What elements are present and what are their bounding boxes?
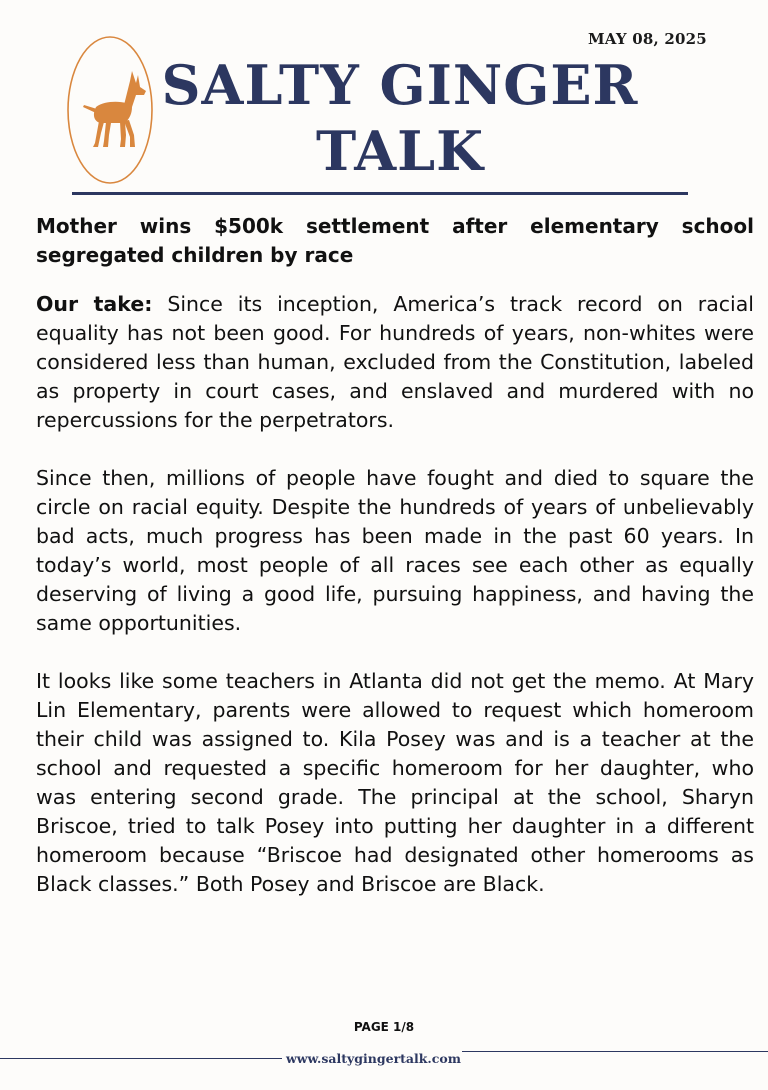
paragraph-1	[36, 290, 754, 435]
paragraph-3: It looks like some teachers in Atlanta did not get the memo. At Mary Lin Elementary, parents were allowed to request which homeroom their child was assigned to. Kila Posey was and is a teacher at the school and requested a specific homeroom for her daughter, who was entering second grade. The principal at the school, Sharyn Briscoe, tried to talk Posey into putting her daughter in a different homeroom because “Briscoe had designated other homerooms as Black classes.” Both Posey and Briscoe are Black.	[36, 669, 754, 896]
issue-date: MAY 08, 2025	[588, 30, 707, 48]
page-number: PAGE 1/8	[353, 1020, 415, 1034]
header-divider	[72, 192, 688, 195]
lead-label: Our take:	[36, 292, 153, 316]
masthead-line-2: TALK	[315, 119, 485, 183]
masthead-title	[150, 52, 650, 184]
paragraph-2: Since then, millions of people have fought and died to square the circle on racial equity. Despite the hundreds of years of unbelievably bad acts, much progress has been made in the past 60 years. In today’s world, most people of all races see each other as equally deserving of living a good life, pursuing happiness, and having the same opportunities.	[36, 466, 754, 635]
footer-divider-left	[0, 1058, 282, 1059]
footer-divider-right	[462, 1051, 768, 1052]
article-headline: Mother wins $500k settlement after elementary school segregated children by race	[36, 214, 754, 267]
paragraph-1-text: Since its inception, America’s track record on racial equality has not been good. For hundreds of years, non-whites were considered less than human, excluded from the Constitution, labeled as property in court cases, and enslaved and murdered with no repercussions for the perpetrators.	[36, 292, 754, 432]
article-body	[36, 290, 754, 928]
dog-logo-icon	[66, 35, 154, 185]
masthead-line-1: SALTY GINGER	[161, 53, 639, 117]
website-link[interactable]: www.saltygingertalk.com	[286, 1051, 461, 1066]
